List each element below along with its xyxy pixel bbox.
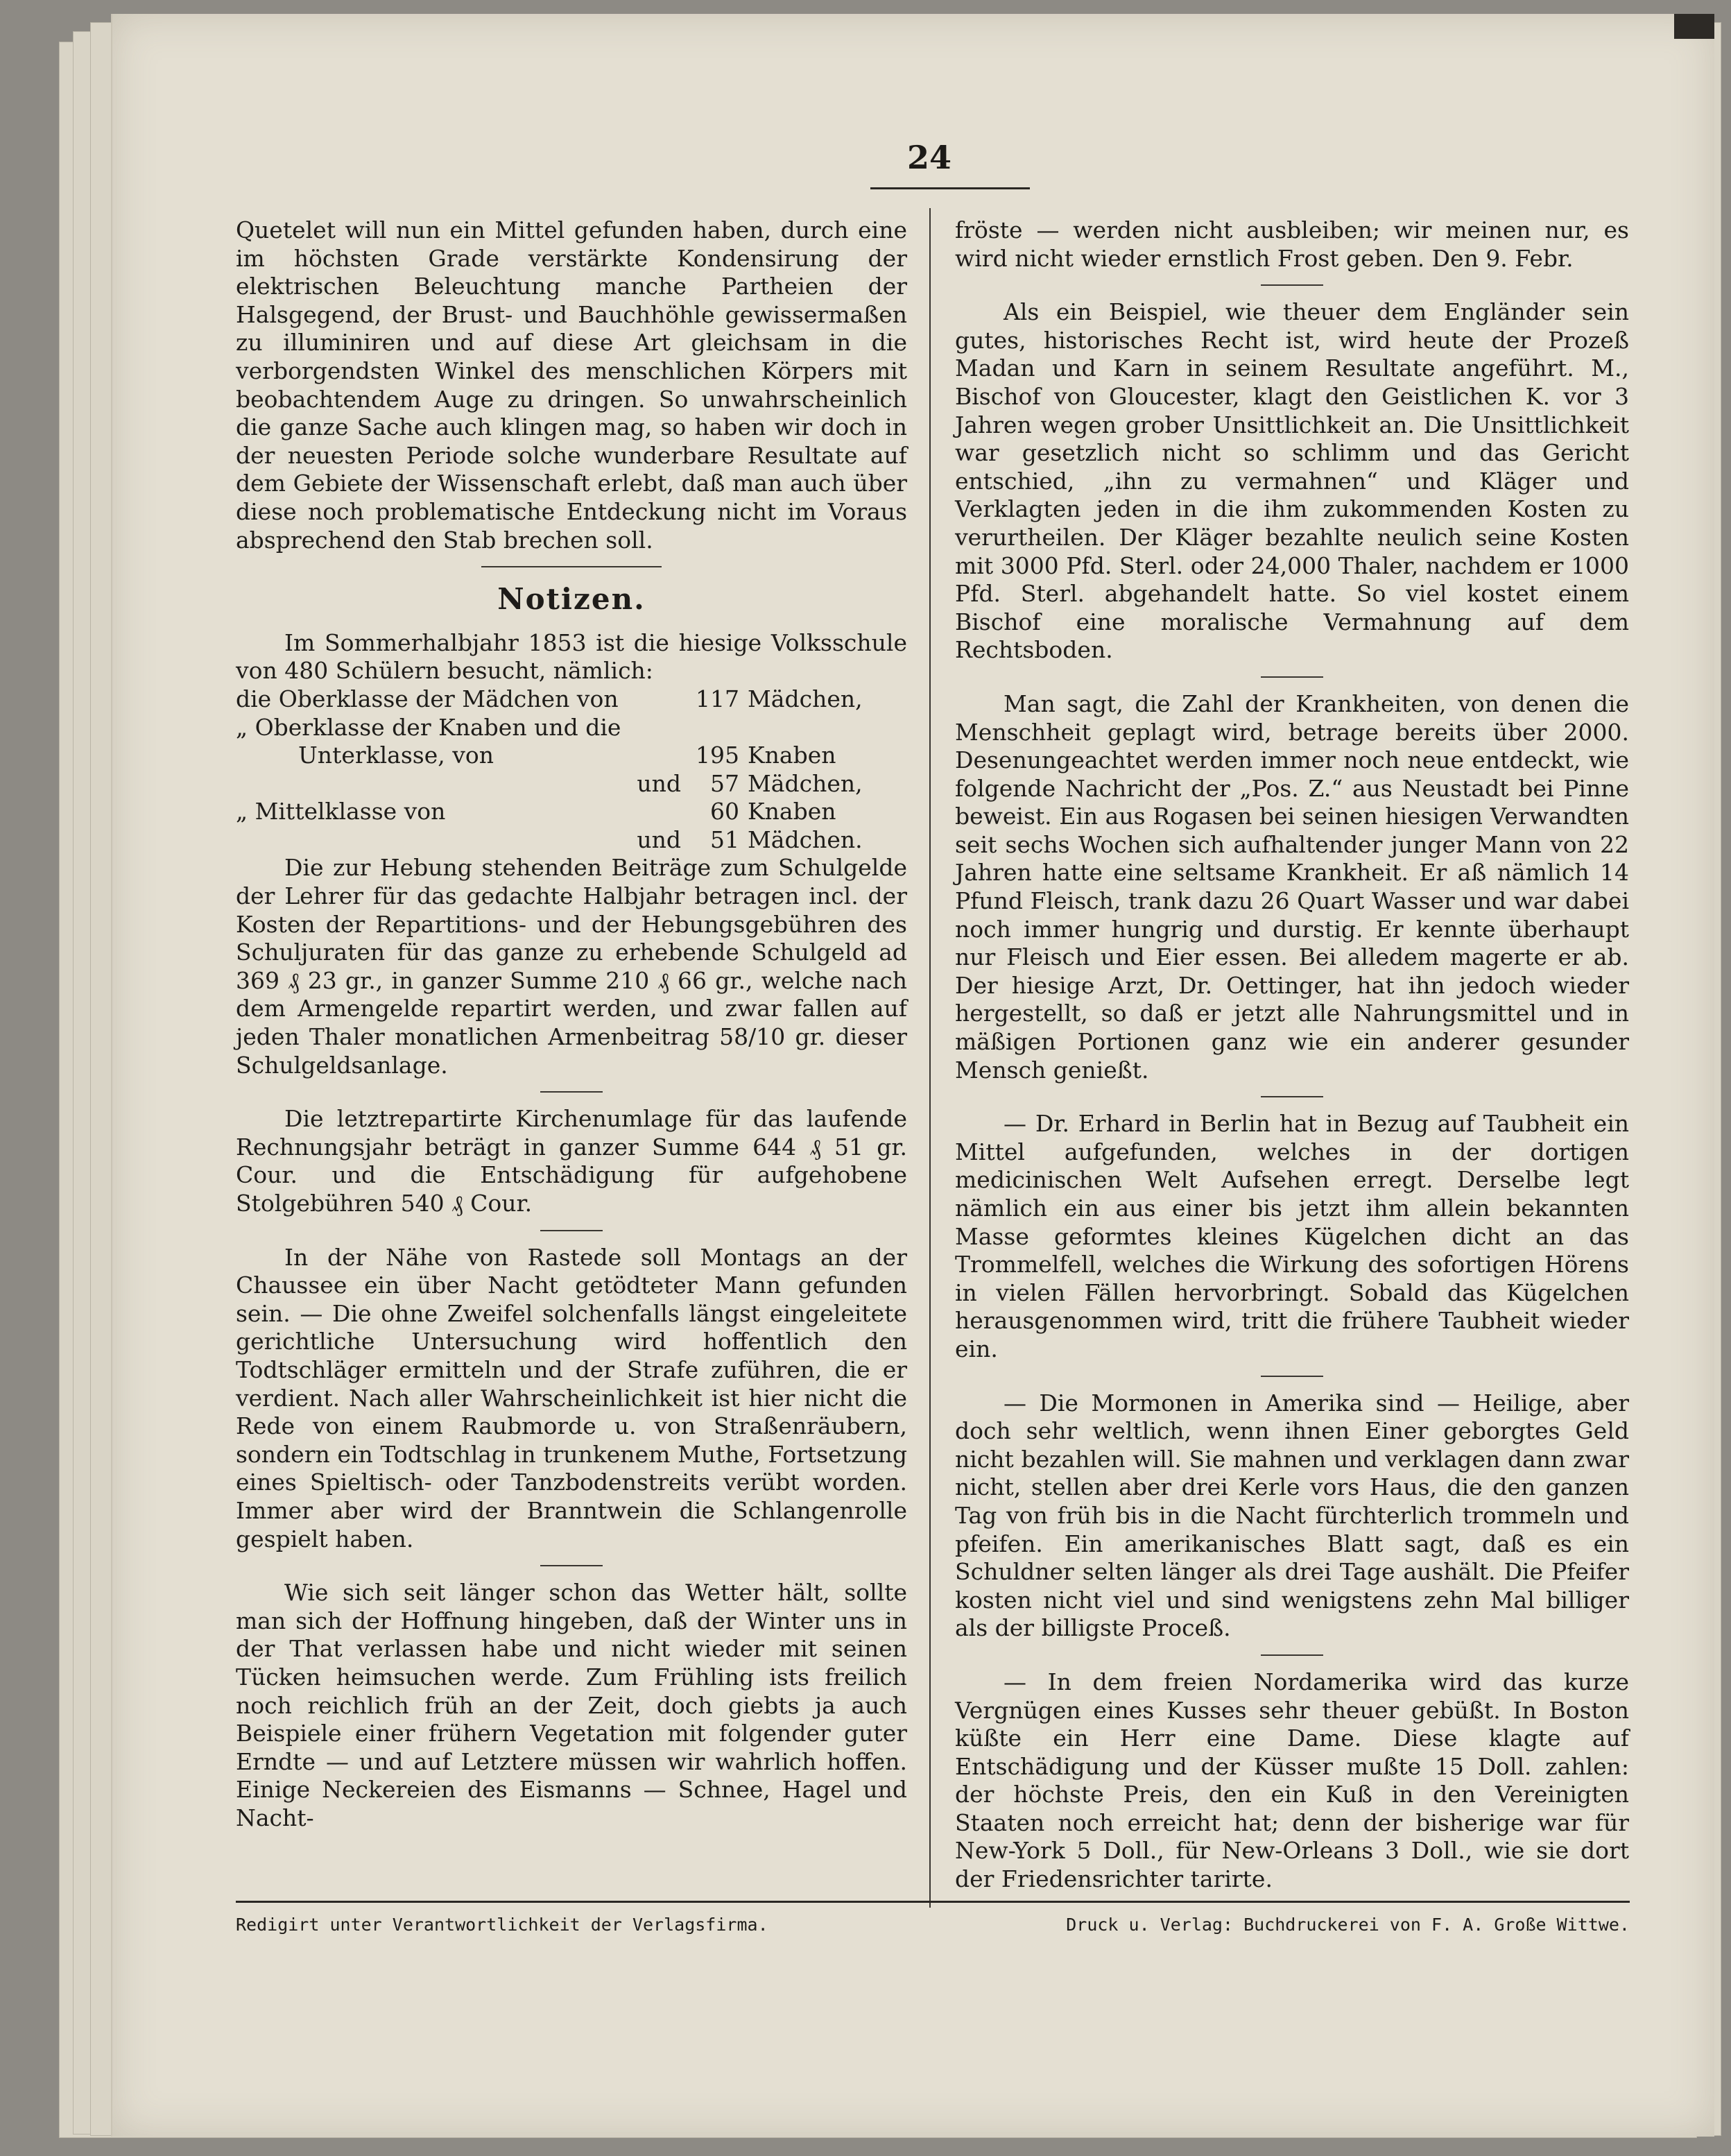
weather-paragraph: Wie sich seit länger schon das Wetter hält, sollte man sich der Hoffnung hingeben, daß der Winter uns in der That verlassen habe und nicht wieder mit seinen Tücken heimsuchen werde. Zum Frühling ists freilich noch reichlich früh an der Zeit, doch giebts ja auch Beispiele einer frühern Vegetation mit folgender guter Erndte — und auf Letztere müssen wir wahrlich hoffen. Einige Neckereien des Eismanns — Schnee, Hagel und Nacht- — [236, 1579, 907, 1831]
roster-row: die Oberklasse der Mädchen von 117 Mädchen, — [236, 685, 863, 712]
mormon-paragraph: — Die Mormonen in Amerika sind — Heilige, aber doch sehr weltlich, wenn ihnen Einer geborgtes Geld nicht bezahlen will. Sie mahnen und verklagen dann zwar nicht, stellen aber drei Kerle vors Haus, die den ganzen Tag von früh bis in die Nacht fürchterlich trommeln und pfeifen. Ein amerikanisches Blatt sagt, daß es ein Schuldner selten länger als drei Tage aushält. Die Pfeifer kosten nicht viel und sind wenigstens zehn Mal billiger als der billigste Proceß. — [955, 1389, 1629, 1642]
right-column — [955, 216, 1629, 1894]
roster-row: „ Oberklasse der Knaben und die — [236, 713, 621, 741]
school-fees-paragraph: Die zur Hebung stehenden Beiträge zum Schulgelde der Lehrer für das gedachte Halbjahr betragen incl. der Kosten der Repartitions- und der Hebungsgebühren des Schuljuraten für das ganze zu erhebende Schulgeld ad 369 ₰ 23 gr., in ganzer Summe 210 ₰ 66 gr., welche nach dem Armengelde repartirt werden, und zwar fallen auf jeden Thaler monatlichen Armenbeitrag 58/10 gr. dieser Schulgeldsanlage. — [236, 854, 907, 1079]
imprint-footer — [236, 1915, 1630, 1935]
page-number-rule — [870, 187, 1030, 189]
quetelet-paragraph: Quetelet will nun ein Mittel gefunden haben, durch eine im höchsten Grade verstärkte Kondensirung der elektrischen Beleuchtung manche Partheien der Halsgegend, der Brust- und Bauchhöhle gewissermaßen zu illuminiren und auf diese Art gleichsam in die verborgendsten Winkel des menschlichen Körpers mit beobachtendem Auge zu dringen. So unwahrscheinlich die ganze Sache auch klingen mag, so haben wir doch in der neuesten Periode solche wunderbare Resultate auf dem Gebiete der Wissenschaft erlebt, daß man auch über diese noch problematische Entdeckung nicht im Voraus absprechend den Stab brechen soll. — [236, 216, 907, 554]
separator-rule — [1261, 284, 1323, 286]
roster-row: Unterklasse, von 195 Knaben — [298, 742, 836, 769]
separator-rule — [1261, 676, 1323, 678]
footer-rule — [236, 1901, 1630, 1903]
roster-row: „ Mittelklasse von 60 Knaben — [236, 798, 836, 825]
school-intro-paragraph: Im Sommerhalbjahr 1853 ist die hiesige Volksschule von 480 Schülern besucht, nämlich: — [236, 628, 907, 685]
roster-row: und 57 Mädchen, — [637, 769, 863, 797]
deafness-paragraph: — Dr. Erhard in Berlin hat in Bezug auf Taubheit ein Mittel aufgefunden, welches in der dortigen medicinischen Welt Aufsehen erregt. Derselbe legt nämlich ein aus einer bis jetzt ihm allein bekannten Masse geformtes kleines Kügelchen dicht an das Trommelfell, welches die Wirkung des sofortigen Hörens in vielen Fällen hervorbringt. Sobald das Kügelchen herausgenommen wird, tritt die frühere Taubheit wieder ein. — [955, 1110, 1629, 1362]
lawsuit-paragraph: Als ein Beispiel, wie theuer dem Engländer sein gutes, historisches Recht ist, wird heute der Prozeß Madan und Karn in seinem Resultate angeführt. M., Bischof von Gloucester, klagt den Geistlichen K. vor 3 Jahren wegen grober Unsittlichkeit an. Die Unsittlichkeit war gesetzlich nicht so schlimm und das Gericht entschied, „ihn zu vermahnen“ und Kläger und Verklagten jeden in die ihm zukommenden Kosten zu verurtheilen. Der Kläger bezahlte neulich seine Kosten mit 3000 Pfd. Sterl. oder 24,000 Thaler, nachdem er 1000 Pfd. Sterl. abgehandelt hatte. So viel kostet einem Bischof eine moralische Vermahnung auf dem Rechtsboden. — [955, 298, 1629, 664]
printer-note: Druck u. Verlag: Buchdruckerei von F. A. Große Wittwe. — [1066, 1915, 1630, 1935]
section-heading: Notizen. — [497, 582, 646, 617]
separator-rule — [540, 1091, 603, 1093]
page-number: 24 — [906, 139, 951, 176]
separator-rule — [1261, 1654, 1323, 1656]
separator-rule — [1261, 1096, 1323, 1097]
separator-rule — [540, 1565, 603, 1566]
separator-rule — [540, 1230, 603, 1231]
church-levy-paragraph: Die letztrepartirte Kirchenumlage für das laufende Rechnungsjahr beträgt in ganzer Summe 644 ₰ 51 gr. Cour. und die Entschädigung für aufgehobene Stolgebühren 540 ₰ Cour. — [236, 1105, 907, 1217]
separator-rule — [1261, 1376, 1323, 1377]
separator-rule — [481, 566, 662, 567]
editor-note: Redigirt unter Verantwortlichkeit der Verlagsfirma. — [236, 1915, 768, 1935]
rastede-paragraph: In der Nähe von Rastede soll Montags an der Chaussee ein über Nacht getödteter Mann gefunden sein. — Die ohne Zweifel solchenfalls längst eingeleitete gerichtliche Untersuchung wird hoffentlich den Todtschläger ermitteln und der Strafe zuführen, die er verdient. Nach aller Wahrscheinlichkeit ist hier nicht die Rede von einem Raubmorde u. von Straßenräubern, sondern ein Todtschlag in trunkenem Muthe, Fortsetzung eines Spieltisch- oder Tanzbodenstreits verübt worden. Immer aber wird der Branntwein die Schlangenrolle gespielt haben. — [236, 1243, 907, 1552]
roster-row: und 51 Mädchen. — [637, 825, 863, 853]
left-column — [236, 216, 907, 1832]
weather-continuation: fröste — werden nicht ausbleiben; wir meinen nur, es wird nicht wieder ernstlich Frost geben. Den 9. Febr. — [955, 216, 1629, 272]
school-roster — [236, 685, 907, 855]
column-divider — [929, 208, 931, 1908]
kiss-paragraph: — In dem freien Nordamerika wird das kurze Vergnügen eines Kusses sehr theuer gebüßt. In Boston küßte ein Herr eine Dame. Diese klagte auf Entschädigung und der Küsser mußte 15 Doll. zahlen: der höchste Preis, den ein Kuß in den Vereinigten Staaten noch erreicht hat; denn der bisherige war für New-York 5 Doll., für New-Orleans 3 Doll., wie sie dort der Friedensrichter tarirte. — [955, 1668, 1629, 1893]
disease-paragraph: Man sagt, die Zahl der Krankheiten, von denen die Menschheit geplagt wird, betrage bereits über 2000. Desenungeachtet werden immer noch neue entdeckt, wie folgende Nachricht der „Pos. Z.“ aus Neustadt bei Pinne beweist. Ein aus Rogasen bei seinen hiesigen Verwandten seit sechs Wochen sich aufhaltender junger Mann von 22 Jahren hatte eine seltsame Krankheit. Er aß nämlich 14 Pfund Fleisch, trank dazu 26 Quart Wasser und war dabei noch immer hungrig und durstig. Er kennte überhaupt nur Fleisch und Eier essen. Bei alledem magerte er ab. Der hiesige Arzt, Dr. Oettinger, hat ihn jedoch wieder hergestellt, so daß er jetzt alle Nahrungsmittel und in mäßigen Portionen ganz wie ein anderer gesunder Mensch genießt. — [955, 690, 1629, 1084]
dark-corner — [1674, 14, 1714, 39]
